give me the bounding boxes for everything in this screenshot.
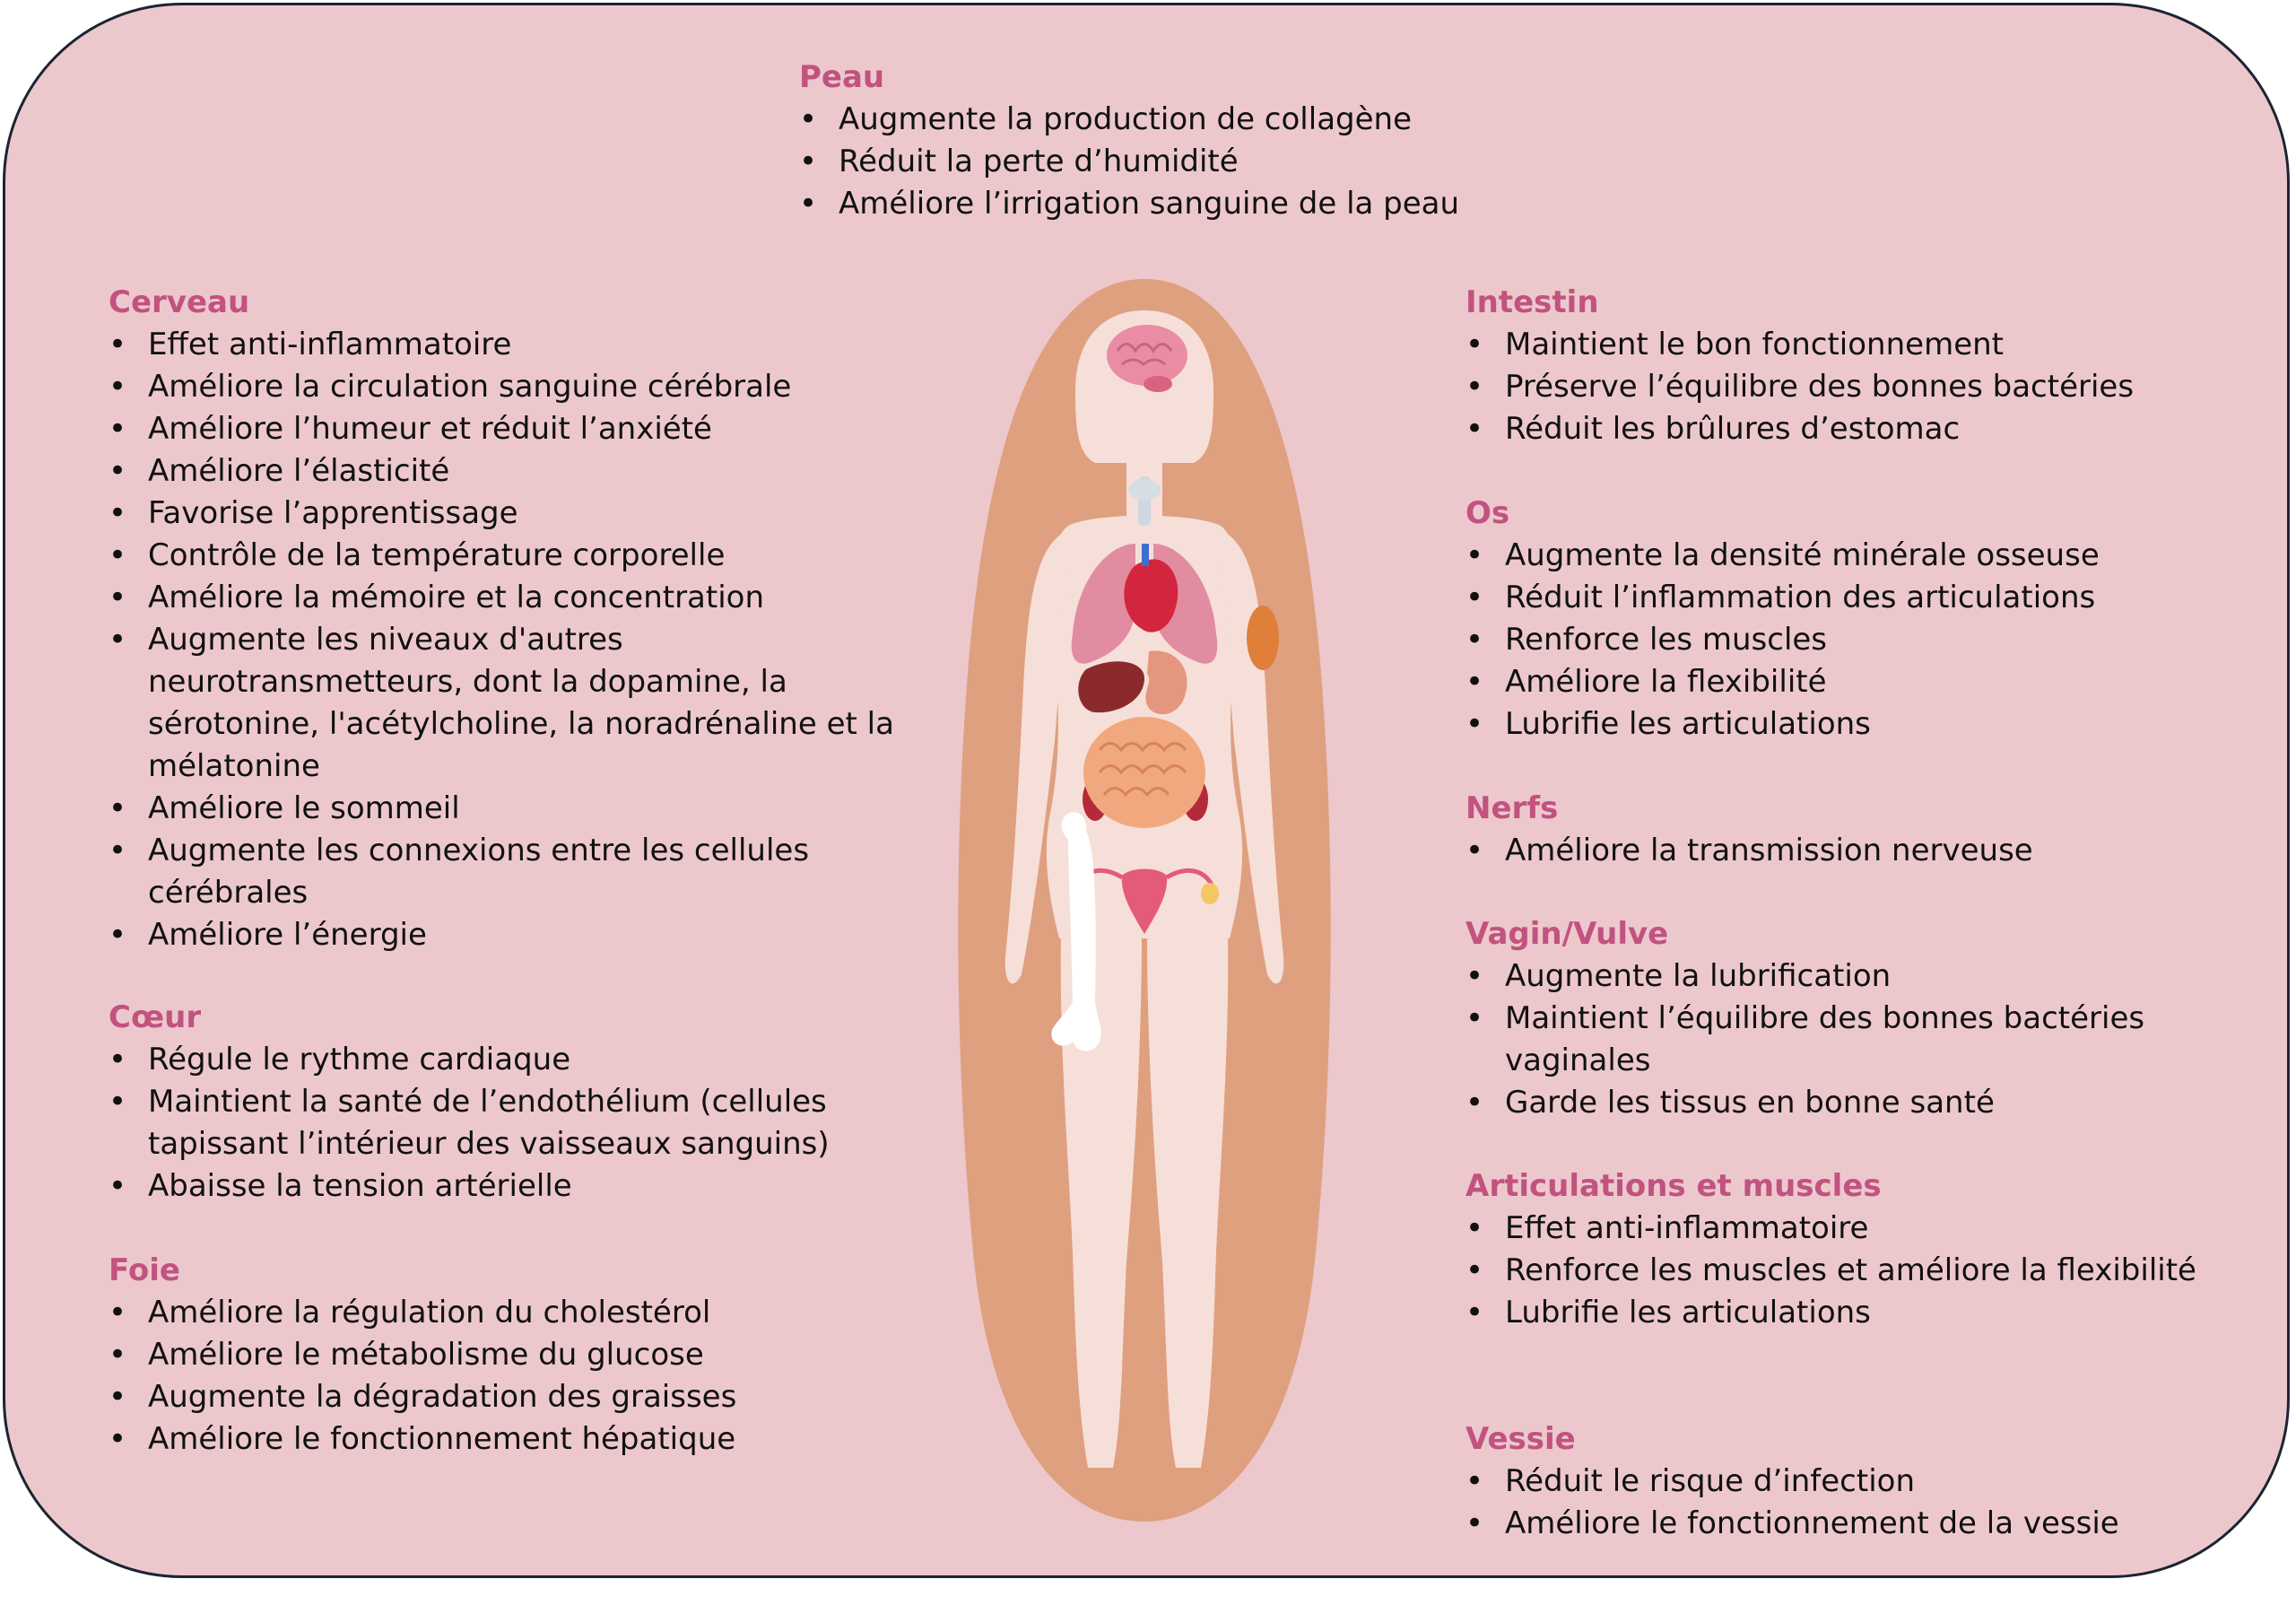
bullet-list [1465,535,2237,746]
list-item: • Augmente les connexions entre les cellules cérébrales [109,830,898,914]
section-os [1465,493,2237,746]
bullet-list [109,324,898,956]
list-item: • Améliore l’énergie [109,914,898,956]
thyroid-icon [1128,479,1161,501]
intestine-icon [1083,717,1205,828]
aorta-icon [1142,544,1149,566]
section-title: Nerfs [1465,790,1559,826]
list-item: • Améliore la transmission nerveuse [1465,830,2237,872]
section-intestin [1465,282,2237,450]
section-title: Cerveau [109,284,250,320]
section-title: Cœur [109,999,202,1035]
list-item: • Améliore le métabolisme du glucose [109,1334,898,1376]
list-item: • Améliore la flexibilité [1465,661,2237,703]
section-foie [109,1250,898,1461]
list-item: • Garde les tissus en bonne santé [1465,1082,2237,1124]
list-item: • Améliore la mémoire et la concentration [109,577,898,619]
bullet-list [109,1039,898,1208]
list-item: • Améliore la régulation du cholestérol [109,1292,898,1334]
right-ovary-icon [1201,883,1219,904]
list-item: • Effet anti-inflammatoire [109,324,898,366]
list-item: • Améliore l’irrigation sanguine de la peau [799,183,1606,225]
list-item: • Réduit le risque d’infection [1465,1461,2237,1503]
list-item: • Améliore l’humeur et réduit l’anxiété [109,408,898,450]
section-title: Intestin [1465,284,1599,320]
list-item: • Effet anti-inflammatoire [1465,1208,2237,1250]
list-item: • Augmente la dégradation des graisses [109,1376,898,1418]
list-item: • Réduit l’inflammation des articulations [1465,577,2237,619]
bullet-list [1465,1208,2237,1334]
list-item: • Augmente les niveaux d'autres neurotransmetteurs, dont la dopamine, la sérotonine, l'acétylcholine, la noradrénaline et la mélatonine [109,619,898,788]
list-item: • Maintient le bon fonctionnement [1465,324,2237,366]
bullet-list [109,1292,898,1461]
section-title: Articulations et muscles [1465,1168,1882,1204]
list-item: • Augmente la lubrification [1465,955,2237,998]
section-title: Vagin/Vulve [1465,916,1669,952]
cerebellum [1144,376,1172,392]
list-item: • Maintient la santé de l’endothélium (cellules tapissant l’intérieur des vaisseaux sanguins) [109,1081,898,1165]
list-item: • Abaisse la tension artérielle [109,1165,898,1208]
section-nerfs [1465,788,2237,872]
bullet-list [1465,1461,2237,1545]
section-coeur [109,997,898,1208]
section-vagin-vulve [1465,913,2237,1124]
muscle-icon [1247,606,1279,670]
body-illustration [943,275,1346,1531]
list-item: • Améliore le fonctionnement de la vessie [1465,1503,2237,1545]
list-item: • Lubrifie les articulations [1465,703,2237,746]
bullet-list [1465,324,2237,450]
section-peau [799,57,1606,225]
section-title: Vessie [1465,1421,1576,1457]
list-item: • Régule le rythme cardiaque [109,1039,898,1081]
bullet-list [1465,830,2237,872]
section-vessie [1465,1418,2237,1545]
section-cerveau [109,282,898,956]
section-title: Os [1465,495,1510,531]
list-item: • Améliore l’élasticité [109,450,898,493]
list-item: • Préserve l’équilibre des bonnes bactéries [1465,366,2237,408]
list-item: • Réduit les brûlures d’estomac [1465,408,2237,450]
list-item: • Lubrifie les articulations [1465,1292,2237,1334]
section-articulations-muscles [1465,1165,2237,1334]
list-item: • Renforce les muscles [1465,619,2237,661]
list-item: • Renforce les muscles et améliore la flexibilité [1465,1250,2237,1292]
infographic-panel [3,3,2290,1578]
list-item: • Améliore le fonctionnement hépatique [109,1418,898,1461]
list-item: • Augmente la production de collagène [799,99,1606,141]
list-item: • Réduit la perte d’humidité [799,141,1606,183]
list-item: • Augmente la densité minérale osseuse [1465,535,2237,577]
list-item: • Maintient l’équilibre des bonnes bactéries vaginales [1465,998,2237,1082]
brain-icon [1107,325,1187,386]
list-item: • Améliore la circulation sanguine cérébrale [109,366,898,408]
list-item: • Améliore le sommeil [109,788,898,830]
list-item: • Contrôle de la température corporelle [109,535,898,577]
list-item: • Favorise l’apprentissage [109,493,898,535]
section-title: Foie [109,1252,180,1288]
bullet-list [799,99,1606,225]
body-svg [943,275,1346,1531]
section-title: Peau [799,59,885,95]
bullet-list [1465,955,2237,1124]
